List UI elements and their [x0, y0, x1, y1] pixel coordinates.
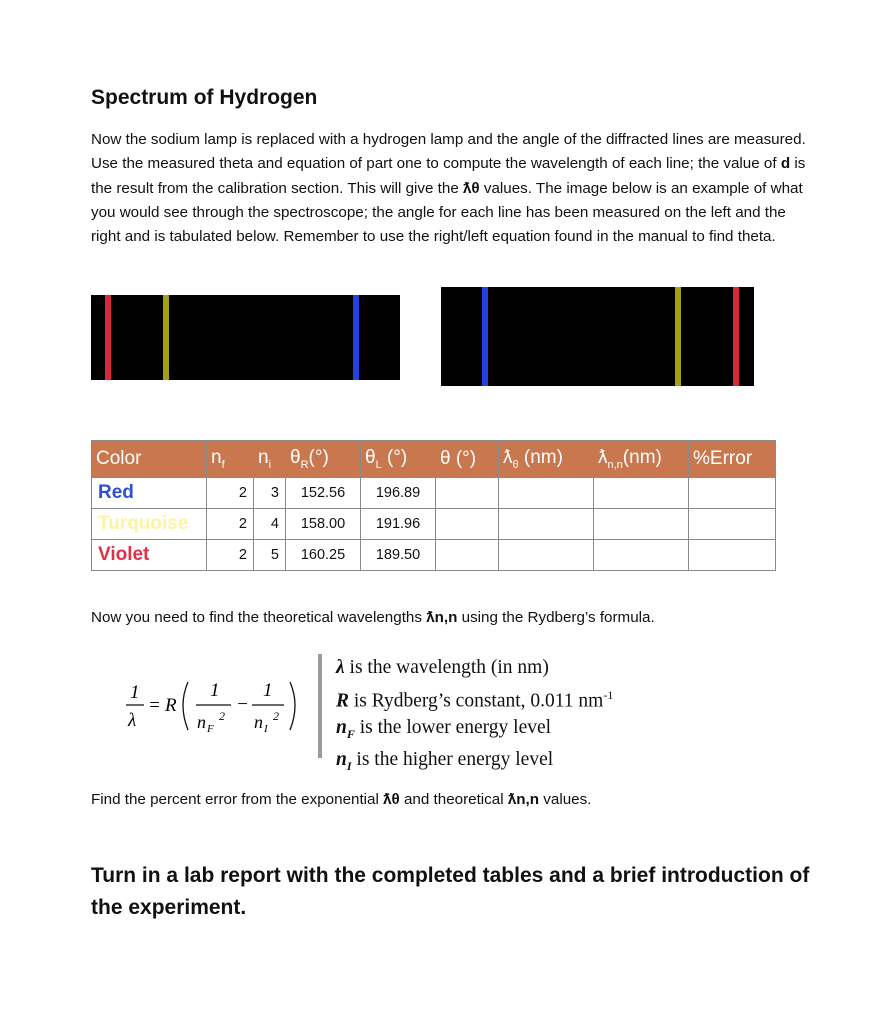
- page-title: Spectrum of Hydrogen: [91, 86, 318, 109]
- table-header-row: [92, 441, 776, 478]
- legend-line-nf: $n_F$ is the lower energy level: [336, 716, 552, 741]
- spectral-line-turquoise: [675, 287, 681, 386]
- svg-text:=: =: [148, 695, 161, 716]
- legend-line-ni: $n_I$ is the higher energy level: [336, 748, 554, 773]
- header-theta-r: $\theta_R(^\circ)$: [286, 441, 361, 478]
- cell-ni: 4: [254, 509, 286, 540]
- spectrum-right-image: [441, 287, 754, 386]
- cell-percent-error: [689, 478, 776, 509]
- cell-lambda-nn: [594, 478, 689, 509]
- svg-text:−: −: [236, 694, 249, 715]
- svg-text:I: I: [264, 723, 268, 735]
- cell-theta: [436, 478, 499, 509]
- hydrogen-data-table: [91, 440, 776, 571]
- cell-theta: [436, 509, 499, 540]
- svg-text:1: 1: [210, 680, 220, 701]
- svg-text:2: 2: [219, 709, 225, 723]
- cell-nf: 2: [207, 509, 254, 540]
- variable-legend: [336, 655, 613, 779]
- row-color-label: Violet: [92, 540, 207, 571]
- svg-text:1: 1: [130, 682, 140, 703]
- svg-text:F: F: [207, 723, 214, 735]
- header-lambda-theta: $ƛ_\theta$ (nm): [499, 441, 594, 478]
- cell-theta-r: 160.25: [286, 540, 361, 571]
- header-theta: θ (°): [436, 441, 499, 478]
- cell-theta: [436, 540, 499, 571]
- svg-text:1: 1: [263, 680, 273, 701]
- legend-line-r: R is Rydberg’s constant, 0.011 $nm^{-1}$: [336, 687, 614, 711]
- rydberg-sentence: Now you need to find the theoretical wavelengths ƛn,n using the Rydberg’s formula.: [91, 609, 655, 626]
- legend-line-lambda: λ is the wavelength (in nm): [336, 657, 549, 678]
- cell-theta-l: 196.89: [361, 478, 436, 509]
- header-color: Color: [92, 441, 207, 478]
- cell-percent-error: [689, 540, 776, 571]
- cell-ni: 3: [254, 478, 286, 509]
- row-color-label: Turquoise: [92, 509, 207, 540]
- intro-paragraph: Now the sodium lamp is replaced with a hydrogen lamp and the angle of the diffracted lines are measured. Use the measured theta and equation of part one to compute the wavelength of each line; the value of d is the result from the calibration section. This will give the ƛθ values. The image below is an example of what you would see through the spectroscope; the angle for each line has been measured on the left and the right and is tabulated below. Remember to use the right/left equation found in the manual to find theta.: [91, 131, 806, 246]
- cell-percent-error: [689, 509, 776, 540]
- table-row: [92, 478, 776, 509]
- svg-text:2: 2: [273, 709, 279, 723]
- cell-theta-l: 189.50: [361, 540, 436, 571]
- header-lambda-nn: $ƛ_{n,n}(nm)$: [594, 441, 689, 478]
- row-color-label: Red: [92, 478, 207, 509]
- cell-lambda-nn: [594, 540, 689, 571]
- svg-text:n: n: [254, 712, 263, 732]
- spectral-line-red: [733, 287, 739, 386]
- cell-ni: 5: [254, 540, 286, 571]
- header-percent-error: %Error: [689, 441, 776, 478]
- spectrum-left-image: [91, 295, 400, 380]
- cell-theta-l: 191.96: [361, 509, 436, 540]
- spectral-line-violet: [482, 287, 488, 386]
- cell-lambda-theta: [499, 540, 594, 571]
- table-row: [92, 509, 776, 540]
- cell-nf: 2: [207, 540, 254, 571]
- svg-text:λ: λ: [128, 710, 137, 731]
- closing-instruction: Turn in a lab report with the completed tables and a brief introduction of the experiment.: [91, 864, 810, 919]
- cell-lambda-nn: [594, 509, 689, 540]
- spectral-line-violet: [353, 295, 359, 380]
- cell-nf: 2: [207, 478, 254, 509]
- rydberg-formula-image: [118, 670, 308, 750]
- percent-error-sentence: Find the percent error from the exponential ƛθ and theoretical ƛn,n values.: [91, 791, 592, 808]
- table-row: [92, 540, 776, 571]
- legend-divider: [318, 654, 322, 758]
- spectral-line-red: [105, 295, 111, 380]
- header-ni: $n_i$: [254, 441, 286, 478]
- cell-theta-r: 158.00: [286, 509, 361, 540]
- svg-text:n: n: [197, 712, 206, 732]
- header-nf: $n_f$: [207, 441, 254, 478]
- header-theta-l: $\theta_L$ (°): [361, 441, 436, 478]
- svg-text:R: R: [165, 695, 177, 716]
- cell-lambda-theta: [499, 478, 594, 509]
- cell-theta-r: 152.56: [286, 478, 361, 509]
- spectral-line-turquoise: [163, 295, 169, 380]
- cell-lambda-theta: [499, 509, 594, 540]
